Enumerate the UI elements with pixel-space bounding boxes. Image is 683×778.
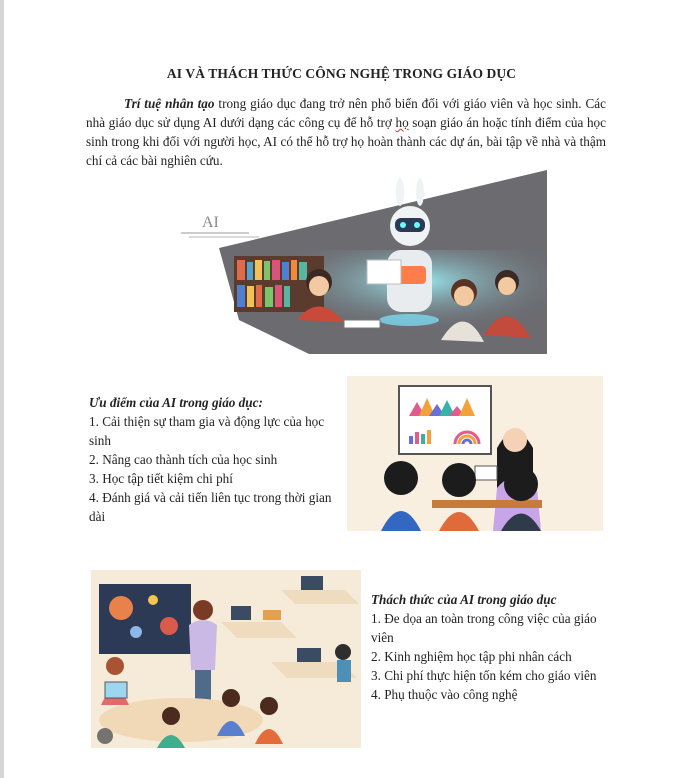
- advantage-item-1: 1. Cải thiện sự tham gia và động lực của học sinh: [89, 414, 325, 448]
- challenge-item-3: 3. Chi phí thực hiện tốn kém cho giáo viên: [371, 668, 597, 683]
- intro-lead: Trí tuệ nhân tạo: [124, 96, 215, 111]
- spelling-flag-word[interactable]: họ: [395, 115, 409, 130]
- classroom-chart-illustration: [347, 376, 603, 531]
- advantages-section: [89, 393, 341, 526]
- challenge-item-4: 4. Phụ thuộc vào công nghệ: [371, 687, 518, 702]
- modern-classroom-illustration: [91, 570, 361, 748]
- intro-text-2: soạn giáo án hoặc tính điểm của học sinh trong khi đối với người học, AI có thể hỗ trợ họ hoàn thành các dự án, bài tập về nhà và thậm chí cả các bài nghiên cứu.: [86, 115, 606, 168]
- blackboard-planets: [99, 584, 191, 654]
- challenge-item-2: 2. Kinh nghiệm học tập phi nhân cách: [371, 649, 572, 664]
- modern-classroom-image[interactable]: [91, 570, 361, 748]
- challenge-item-1: 1. Đe dọa an toàn trong công việc của giáo viên: [371, 611, 597, 645]
- intro-text-1: trong giáo dục đang trở nên phổ biến đối với giáo viên và học sinh. Các nhà giáo dục sử dụng AI dưới dạng các công cụ để hỗ trợ: [86, 96, 606, 130]
- document-title: AI VÀ THÁCH THỨC CÔNG NGHỆ TRONG GIÁO DỤC: [166, 66, 517, 81]
- challenges-heading: Thách thức của AI trong giáo dục: [371, 592, 557, 607]
- intro-paragraph: [86, 94, 606, 170]
- challenges-section: [371, 590, 607, 704]
- advantage-item-3: 3. Học tập tiết kiệm chi phí: [89, 471, 233, 486]
- ai-robot-illustration: [179, 170, 547, 354]
- ai-robot-classroom-image[interactable]: [179, 170, 547, 354]
- lens-icon: [97, 728, 113, 744]
- advantage-item-2: 2. Nâng cao thành tích của học sinh: [89, 452, 278, 467]
- teacher-presentation-image[interactable]: [347, 376, 603, 531]
- page-left-edge: [0, 0, 4, 778]
- ai-logo-text: AI: [202, 214, 219, 231]
- advantage-item-4: 4. Đánh giá và cải tiến liên tục trong thời gian dài: [89, 490, 332, 524]
- advantages-heading: Ưu điểm của AI trong giáo dục:: [89, 395, 263, 410]
